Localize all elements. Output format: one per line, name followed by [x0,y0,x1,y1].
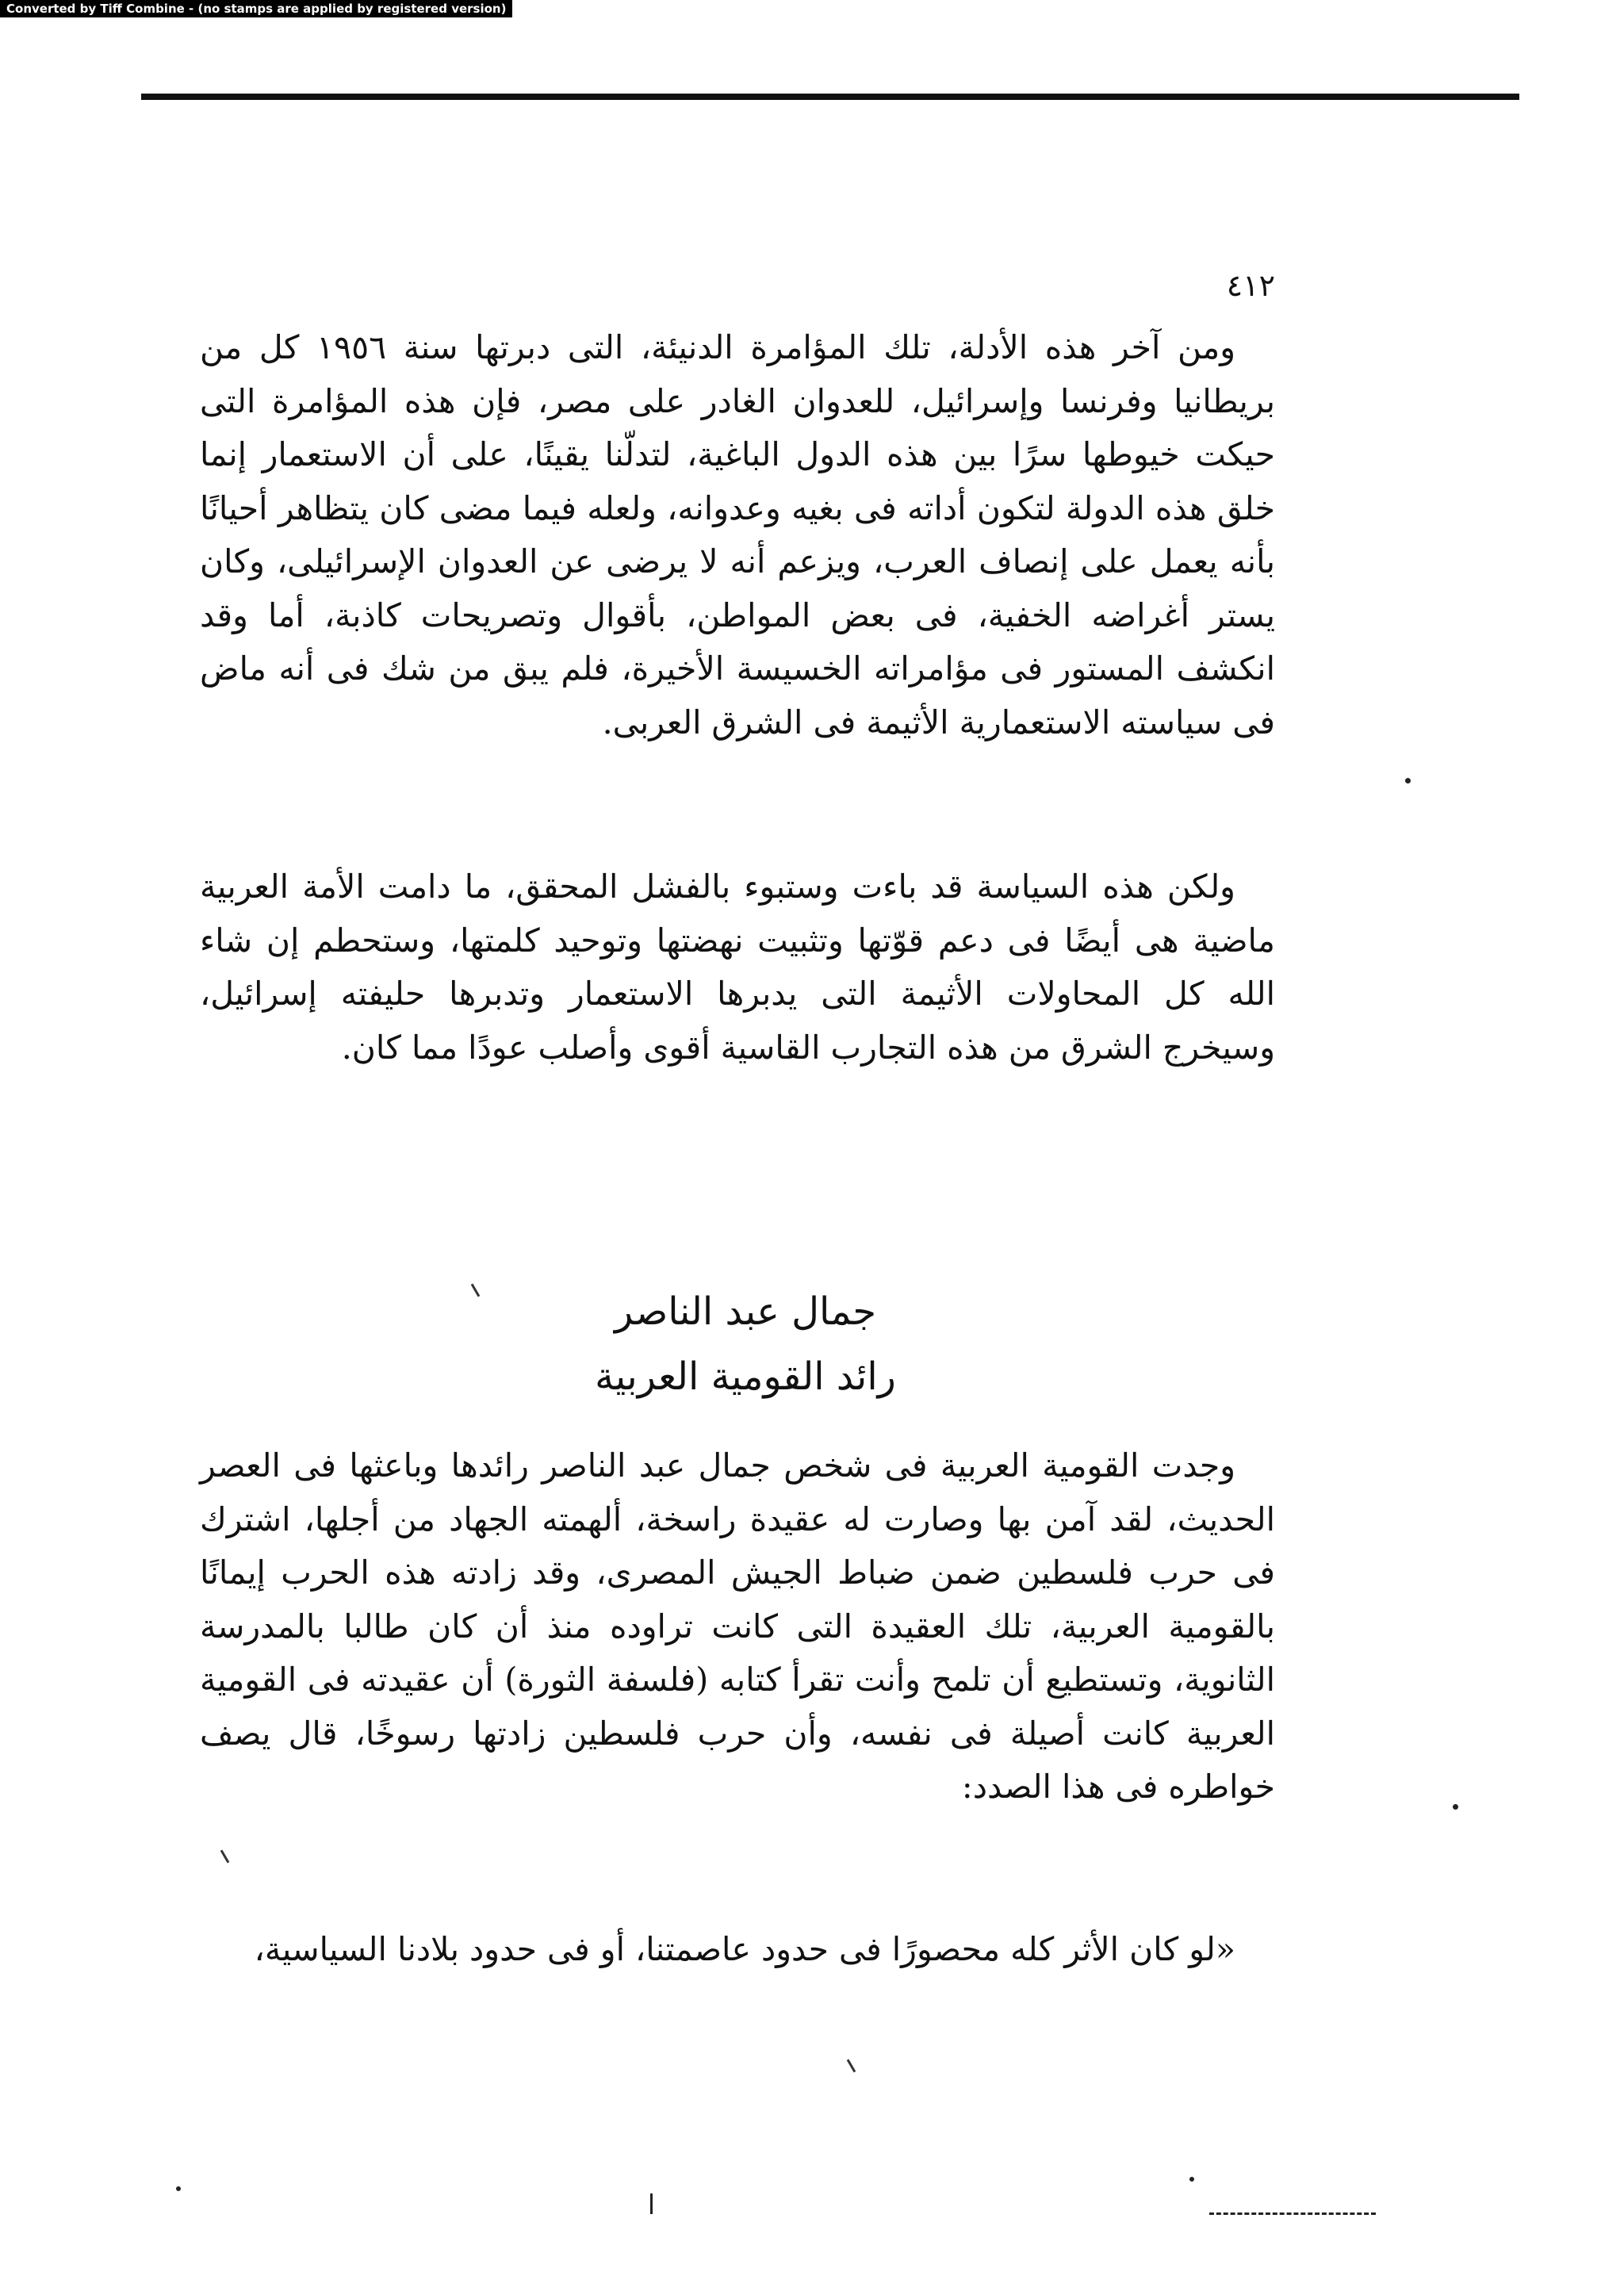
page-number: ٤١٢ [1226,268,1275,303]
paragraph-2-text: ولكن هذه السياسة قد باءت وستبوء بالفشل المحقق، ما دامت الأمة العربية ماضية هى أيضًا فى دعم قوّتها وتثبيت نهضتها وتوحيد كلمتها، وستحطم إن شاء الله كل المحاولات الأثيمة التى يدبرها الاستعمار وتدبرها حليفته إسرائيل، وسيخرج الشرق من هذه التجارب القاسية أقوى وأصلب عودًا مما كان. [200,868,1275,1067]
paragraph-1 [200,321,1275,749]
scan-stroke [471,1283,481,1297]
converter-watermark: Converted by Tiff Combine - (no stamps are applied by registered version) [0,0,512,17]
scan-speck [1453,1804,1458,1810]
scan-stroke [847,2059,856,2072]
scan-speck [1405,778,1411,783]
paragraph-2 [200,860,1275,1075]
footer-dash [1209,2212,1376,2215]
section-subtitle: رائد القومية العربية [595,1354,896,1399]
header-rule [141,94,1519,100]
scan-speck [176,2186,181,2191]
quote-line [200,1923,1275,1977]
paragraph-3 [200,1439,1275,1814]
quote-text: «لو كان الأثر كله محصورًا فى حدود عاصمتنا، أو فى حدود بلادنا السياسية، [254,1930,1235,1968]
paragraph-1-text: ومن آخر هذه الأدلة، تلك المؤامرة الدنيئة، التى دبرتها سنة ١٩٥٦ كل من بريطانيا وفرنسا وإسرائيل، للعدوان الغادر على مصر، فإن هذه المؤامرة التى حيكت خيوطها سرًا بين هذه الدول الباغية، لتدلّنا يقينًا، على أن الاستعمار إنما خلق هذه الدولة لتكون أداته فى بغيه وعدوانه، ولعله فيما مضى كان يتظاهر أحيانًا بأنه يعمل على إنصاف العرب، ويزعم أنه لا يرضى عن العدوان الإسرائيلى، وكان يستر أغراضه الخفية، فى بعض المواطن، بأقوال وتصريحات كاذبة، أما وقد انكشف المستور فى مؤامراته الخسيسة الأخيرة، فلم يبق من شك فى أنه ماض فى سياسته الاستعمارية الأثيمة فى الشرق العربى. [200,328,1275,741]
paragraph-3-text: وجدت القومية العربية فى شخص جمال عبد الناصر رائدها وباعثها فى العصر الحديث، لقد آمن بها وصارت له عقيدة راسخة، ألهمته الجهاد من أجلها، اشترك فى حرب فلسطين ضمن ضباط الجيش المصرى، وقد زادته هذه الحرب إيمانًا بالقومية العربية، تلك العقيدة التى كانت تراوده منذ أن كان طالبا بالمدرسة الثانوية، وتستطيع أن تلمح وأنت تقرأ كتابه (فلسفة الثورة) أن عقيدته فى القومية العربية كانت أصيلة فى نفسه، وأن حرب فلسطين زادتها رسوخًا، قال يصف خواطره فى هذا الصدد: [200,1446,1275,1806]
scan-stroke [220,1849,230,1863]
footer-mark [650,2193,653,2214]
section-title: جمال عبد الناصر [614,1289,877,1334]
scan-speck [1189,2177,1194,2182]
